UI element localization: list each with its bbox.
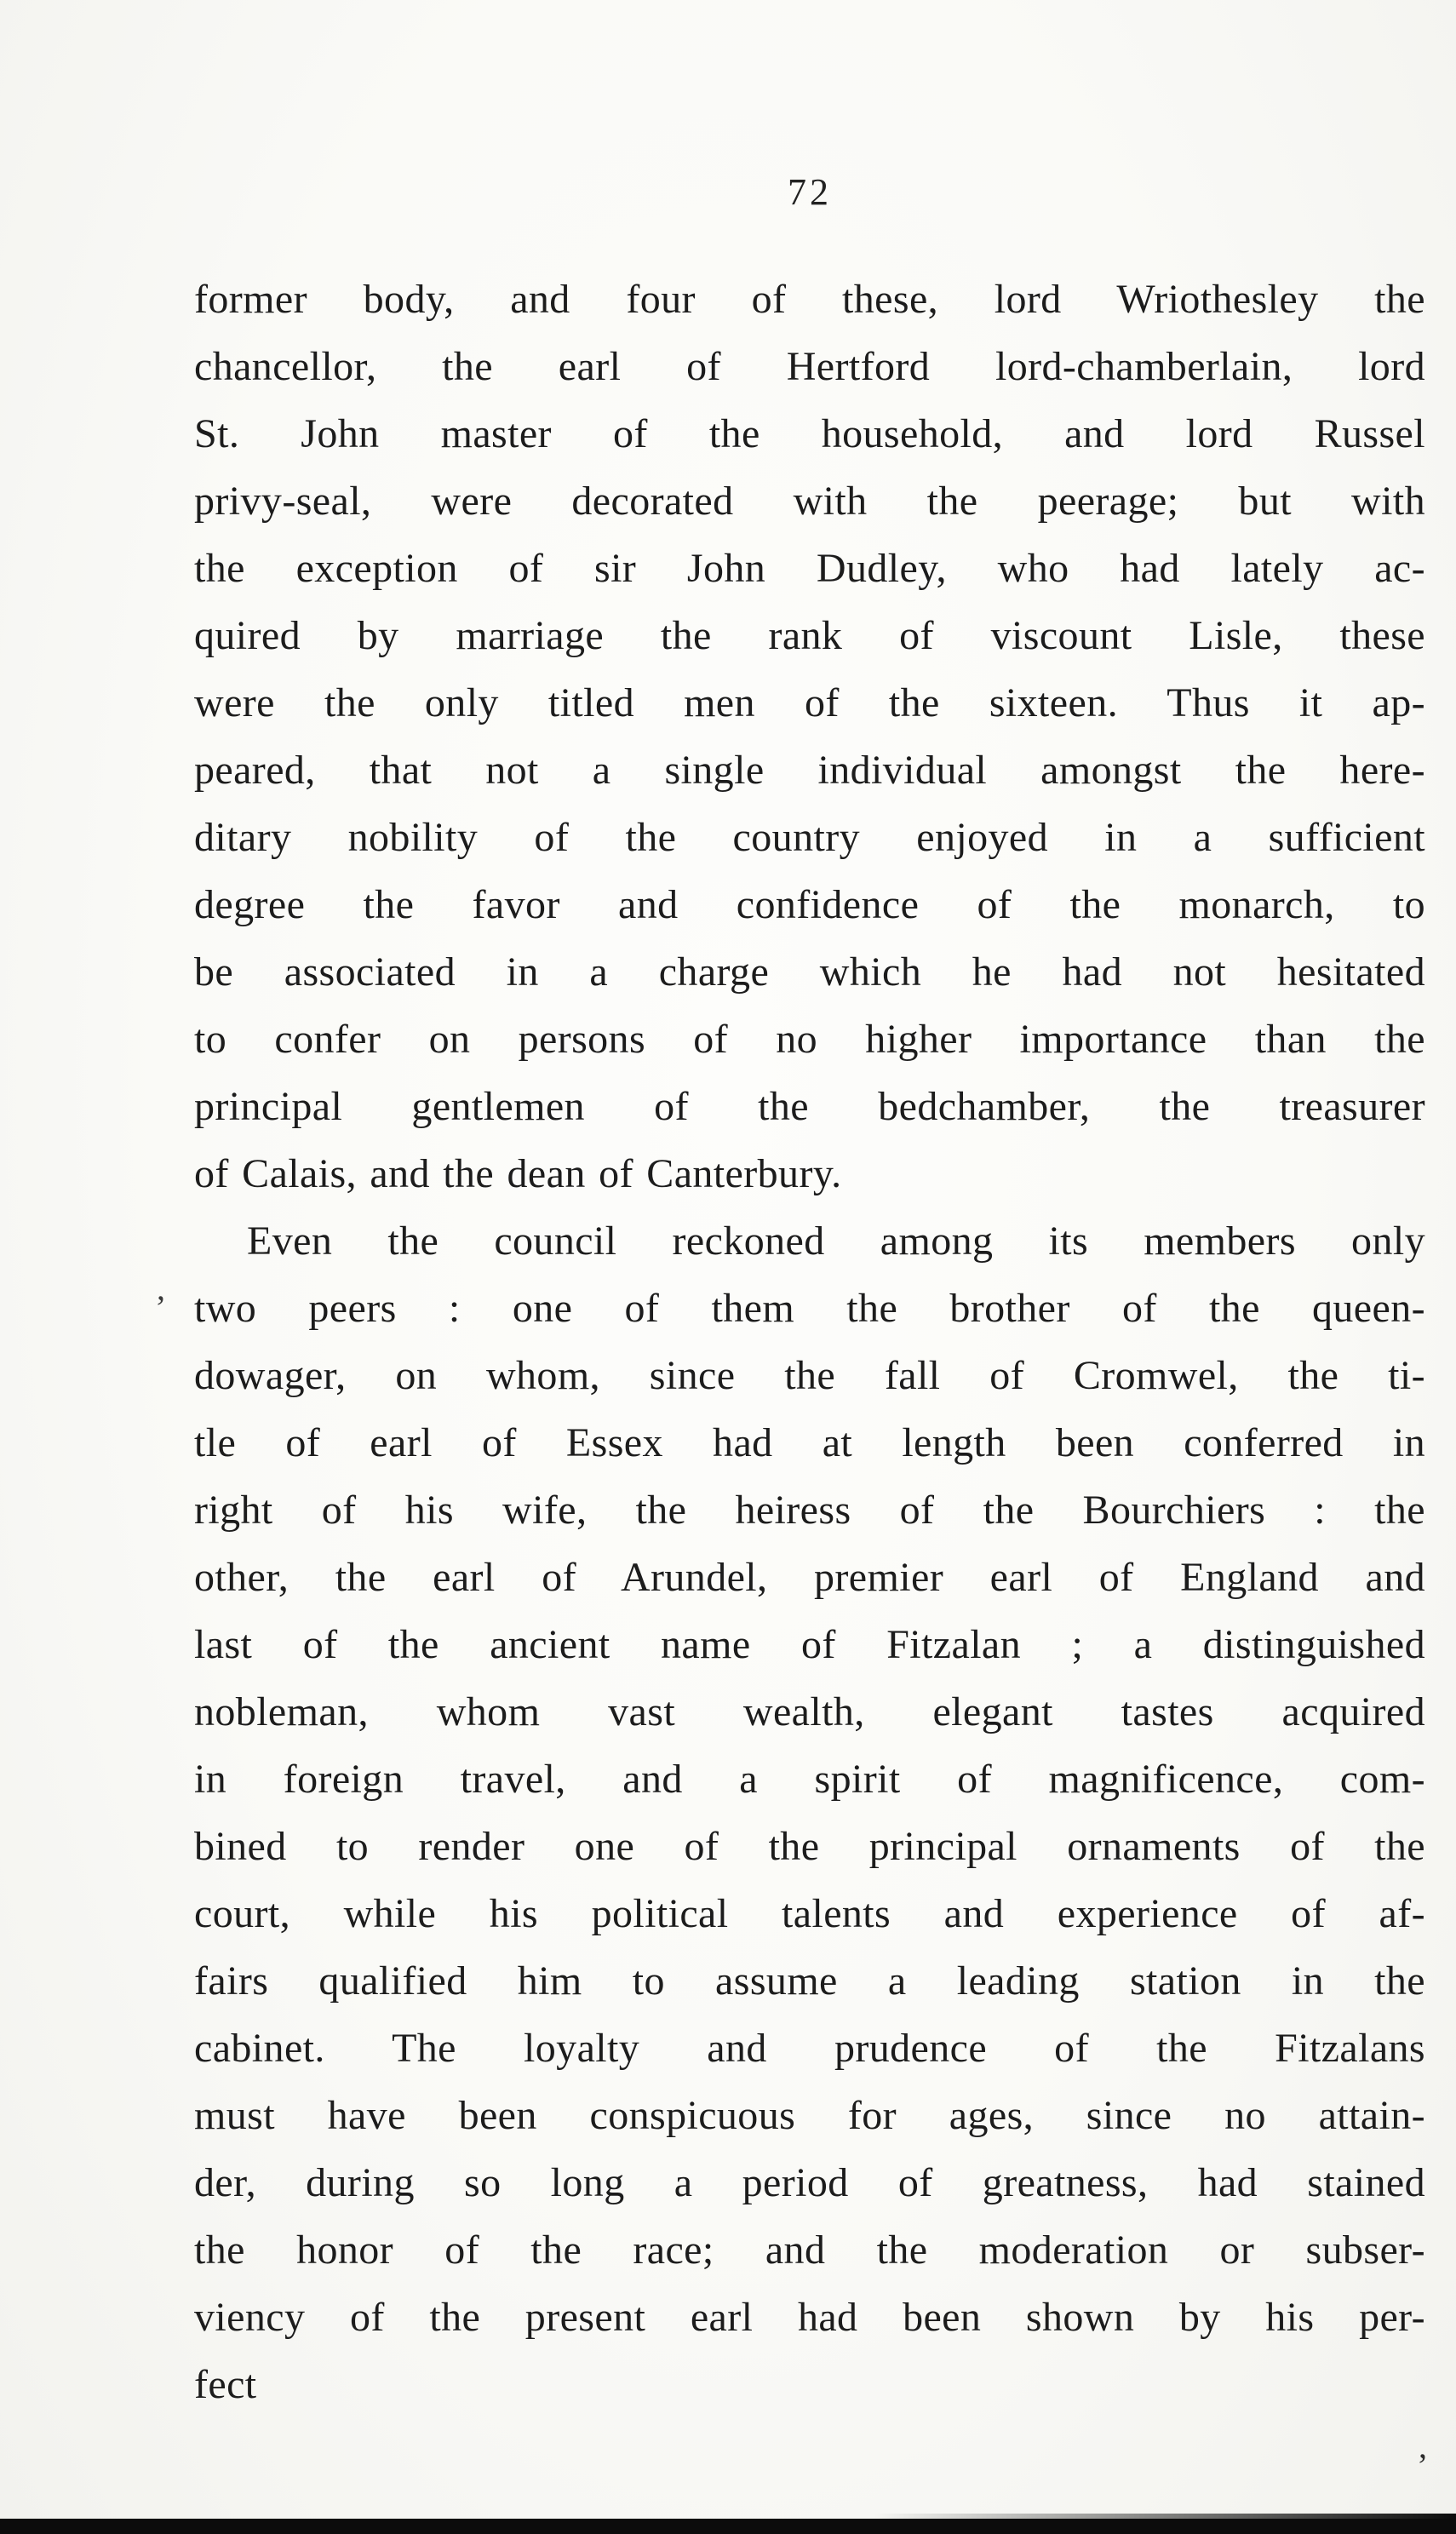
- text-line: court, while his political talents and experience of af-: [194, 1891, 1425, 1936]
- text-line: degree the favor and confidence of the monarch, to: [194, 882, 1425, 927]
- paragraph: [194, 266, 1425, 1207]
- catchword: fect: [194, 2362, 257, 2407]
- text-line: principal gentlemen of the bedchamber, the treasurer: [194, 1084, 1425, 1129]
- text-line: ditary nobility of the country enjoyed in a sufficient: [194, 815, 1425, 860]
- text-line: bined to render one of the principal ornaments of the: [194, 1824, 1425, 1869]
- text-line: were the only titled men of the sixteen. Thus it ap-: [194, 680, 1425, 725]
- text-line: der, during so long a period of greatness, had stained: [194, 2160, 1425, 2205]
- text-line: the honor of the race; and the moderation or subser-: [194, 2227, 1425, 2273]
- text-line: last of the ancient name of Fitzalan ; a distinguished: [194, 1622, 1425, 1667]
- scan-edge-bar: [0, 2519, 1456, 2534]
- text-line: cabinet. The loyalty and prudence of the Fitzalans: [194, 2026, 1425, 2071]
- text-line: Even the council reckoned among its members only: [247, 1218, 1425, 1264]
- stray-ink-mark: ’: [1417, 2446, 1429, 2485]
- text-line: in foreign travel, and a spirit of magnificence, com-: [194, 1757, 1425, 1802]
- text-line: fairs qualified him to assume a leading station in the: [194, 1958, 1425, 2004]
- text-line: viency of the present earl had been shown by his per-: [194, 2295, 1425, 2340]
- text-line: to confer on persons of no higher importance than the: [194, 1017, 1425, 1062]
- text-block: [194, 266, 1425, 2418]
- text-line: tle of earl of Essex had at length been conferred in: [194, 1420, 1425, 1465]
- text-line: quired by marriage the rank of viscount Lisle, these: [194, 613, 1425, 658]
- text-line: nobleman, whom vast wealth, elegant tastes acquired: [194, 1689, 1425, 1734]
- margin-ink-mark: ’: [155, 1288, 167, 1327]
- paragraph: [194, 1207, 1425, 2351]
- text-line: privy-seal, were decorated with the peerage; but with: [194, 479, 1425, 524]
- text-line: must have been conspicuous for ages, since no attain-: [194, 2093, 1425, 2138]
- text-line: of Calais, and the dean of Canterbury.: [194, 1151, 842, 1196]
- text-line: St. John master of the household, and lord Russel: [194, 411, 1425, 456]
- text-line: former body, and four of these, lord Wriothesley the: [194, 277, 1425, 322]
- text-line: right of his wife, the heiress of the Bourchiers : the: [194, 1488, 1425, 1533]
- text-line: the exception of sir John Dudley, who had lately ac-: [194, 546, 1425, 591]
- text-line: peared, that not a single individual amongst the here-: [194, 748, 1425, 793]
- text-line: be associated in a charge which he had not hesitated: [194, 949, 1425, 995]
- page-number: 72: [788, 171, 832, 213]
- text-line: two peers : one of them the brother of the queen-: [194, 1286, 1425, 1331]
- text-line: other, the earl of Arundel, premier earl of England and: [194, 1555, 1425, 1600]
- text-line: chancellor, the earl of Hertford lord-chamberlain, lord: [194, 344, 1425, 389]
- text-line: dowager, on whom, since the fall of Cromwel, the ti-: [194, 1353, 1425, 1398]
